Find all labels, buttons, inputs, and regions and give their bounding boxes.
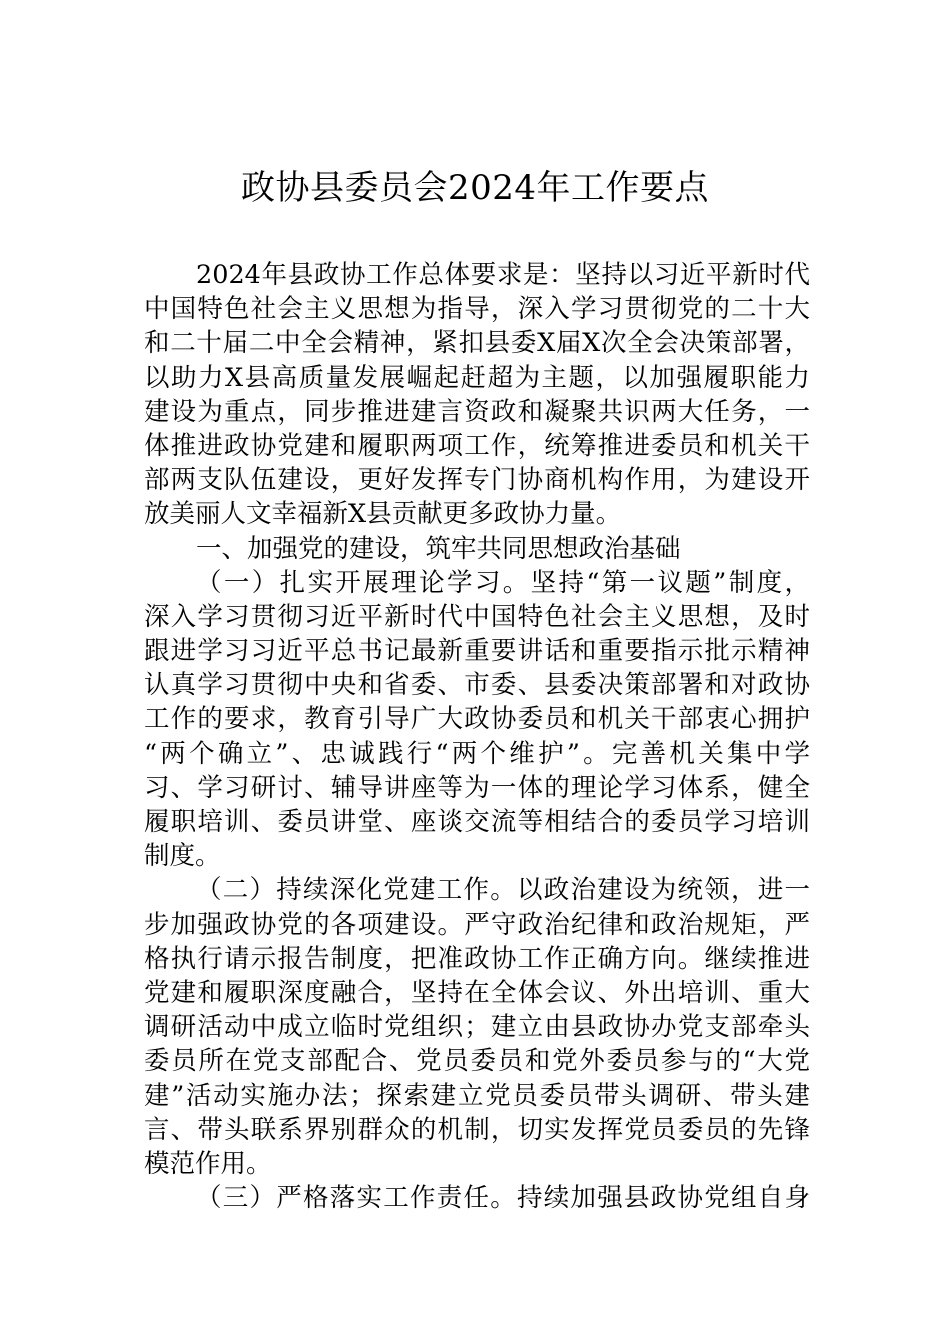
subsection-heading-line: （一）扎实开展理论学习。坚持“第一议题”制度， (196, 567, 810, 598)
subsection-heading-line: （二）持续深化党建工作。以政治建设为统领，进一 (196, 875, 810, 906)
paragraph-line: 中国特色社会主义思想为指导，深入学习贯彻党的二十大 (144, 294, 810, 325)
paragraph-line: 党建和履职深度融合，坚持在全体会议、外出培训、重大 (144, 977, 810, 1008)
paragraph-line: 言、带头联系界别群众的机制，切实发挥党员委员的先锋 (144, 1114, 810, 1145)
paragraph-line: 部两支队伍建设，更好发挥专门协商机构作用，为建设开 (144, 465, 810, 496)
paragraph-line: 体推进政协党建和履职两项工作，统筹推进委员和机关干 (144, 430, 810, 461)
paragraph-line: 跟进学习习近平总书记最新重要讲话和重要指示批示精神 (144, 636, 810, 667)
paragraph-line: 深入学习贯彻习近平新时代中国特色社会主义思想，及时 (144, 601, 810, 632)
paragraph-line: 委员所在党支部配合、党员委员和党外委员参与的“大党 (144, 1046, 810, 1077)
paragraph-line: 以助力X县高质量发展崛起赶超为主题，以加强履职能力 (144, 362, 810, 393)
paragraph-line: 模范作用。 (144, 1148, 272, 1179)
paragraph-line: 习、学习研讨、辅导讲座等为一体的理论学习体系，健全 (144, 772, 810, 803)
paragraph-line: “两个确立”、忠诚践行“两个维护”。完善机关集中学 (144, 738, 810, 769)
paragraph-line: 履职培训、委员讲堂、座谈交流等相结合的委员学习培训 (144, 807, 810, 837)
document-title: 政协县委员会2024年工作要点 (240, 168, 710, 208)
subsection-heading-line: （三）严格落实工作责任。持续加强县政协党组自身 (196, 1183, 810, 1214)
paragraph-line: 建”活动实施办法；探索建立党员委员带头调研、带头建 (144, 1080, 810, 1111)
paragraph-line: 工作的要求，教育引导广大政协委员和机关干部衷心拥护 (144, 704, 810, 735)
paragraph-line: 调研活动中成立临时党组织；建立由县政协办党支部牵头 (144, 1012, 810, 1043)
paragraph-line: 格执行请示报告制度，把准政协工作正确方向。继续推进 (144, 943, 810, 974)
paragraph-line: 认真学习贯彻中央和省委、市委、县委决策部署和对政协 (144, 670, 810, 701)
paragraph-line: 和二十届二中全会精神，紧扣县委X届X次全会决策部署， (144, 328, 810, 359)
paragraph-line: 制度。 (144, 841, 221, 872)
document-body (144, 258, 810, 1215)
paragraph-line: 放美丽人文幸福新X县贡献更多政协力量。 (144, 499, 622, 530)
paragraph-line: 建设为重点，同步推进建言资政和凝聚共识两大任务，一 (144, 396, 810, 427)
paragraph-line: 步加强政协党的各项建设。严守政治纪律和政治规矩，严 (144, 909, 810, 940)
section-heading: 一、加强党的建设，筑牢共同思想政治基础 (196, 533, 681, 564)
paragraph-line: 2024年县政协工作总体要求是：坚持以习近平新时代 (196, 260, 810, 290)
